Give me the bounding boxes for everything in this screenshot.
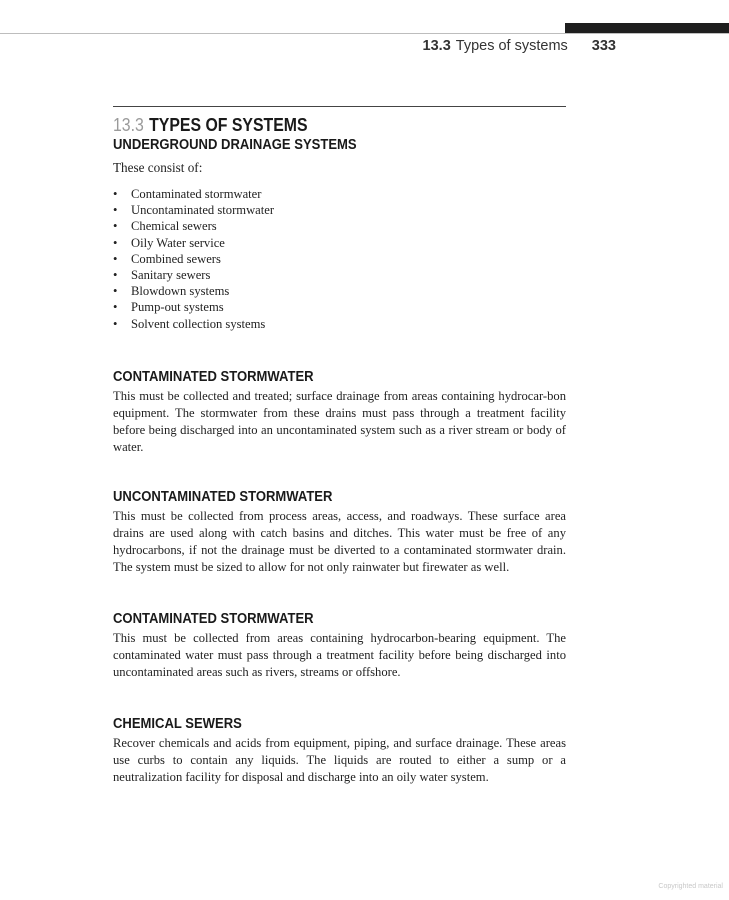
bullet: •: [113, 235, 118, 250]
list-item: [113, 267, 566, 283]
subsection: [113, 715, 566, 786]
bullet: •: [113, 268, 118, 283]
list-item-text: Blowdown systems: [131, 284, 230, 299]
list-item-text: Oily Water service: [131, 235, 225, 250]
underground-heading: UNDERGROUND DRAINAGE SYSTEMS: [113, 137, 357, 153]
subsection-body: This must be collected and treated; surface drainage from areas containing hydrocar-bon equipment. The stormwater from these drains must pass through a treatment facility before being discharged into an uncontaminated system such as a river stream or body of water.: [113, 388, 566, 454]
subsection: [113, 610, 566, 681]
list-item: [113, 299, 566, 315]
list-item: [113, 218, 566, 234]
list-item-text: Combined sewers: [131, 251, 221, 266]
bullet: •: [113, 203, 118, 218]
list-item-text: Solvent collection systems: [131, 316, 266, 331]
list-item: [113, 316, 566, 332]
list-item: [113, 251, 566, 267]
list-item-text: Uncontaminated stormwater: [131, 203, 275, 218]
running-head-section-title: Types of systems: [455, 38, 568, 54]
section-number: 13.3: [113, 115, 144, 135]
bullet: •: [113, 219, 118, 234]
running-head-section-number: 13.3: [422, 38, 451, 54]
list-item-text: Sanitary sewers: [131, 268, 211, 283]
subsection-body: Recover chemicals and acids from equipment, piping, and surface drainage. These areas use curbs to contain any liquids. The liquids are routed to either a sump or a neutralization facility for disposal and discharge into an oily water system.: [113, 735, 566, 784]
subsection-body: This must be collected from areas containing hydrocarbon-bearing equipment. The contaminated water must pass through a treatment facility before being discharged into uncontaminated areas such as rivers, streams or offshore.: [113, 630, 566, 679]
subsection-heading: CHEMICAL SEWERS: [113, 715, 242, 732]
running-head: [380, 38, 616, 60]
bullet: •: [113, 300, 118, 315]
subsection-heading: CONTAMINATED STORMWATER: [113, 368, 314, 385]
list-item: [113, 202, 566, 218]
bullet: •: [113, 251, 118, 266]
underground-intro: These consist of:: [113, 160, 203, 175]
subsection: [113, 368, 566, 456]
page-body: [113, 106, 566, 786]
list-item: [113, 235, 566, 251]
systems-list: [113, 186, 566, 332]
bullet: •: [113, 187, 118, 201]
copyright-watermark: Copyrighted material: [658, 883, 723, 890]
section-title-text: TYPES OF SYSTEMS: [149, 115, 308, 135]
list-item: [113, 283, 566, 299]
page-number: 333: [591, 38, 616, 54]
header-rule: [0, 33, 729, 34]
list-item-text: Chemical sewers: [131, 219, 217, 234]
list-item-text: Contaminated stormwater: [131, 187, 262, 201]
bullet: •: [113, 316, 118, 331]
subsection: [113, 488, 566, 576]
subsection-heading: CONTAMINATED STORMWATER: [113, 610, 314, 627]
section-title: [113, 114, 512, 136]
subsection-body: This must be collected from process areas, access, and roadways. These surface area drains are used along with catch basins and ditches. This water must be free of any hydrocarbons, if not the drainage must be diverted to a contaminated stormwater drain. The system must be sized to allow for not only rainwater but firewater as well.: [113, 508, 566, 574]
bullet: •: [113, 284, 118, 299]
section-rule: [113, 106, 566, 107]
subsection-heading: UNCONTAMINATED STORMWATER: [113, 488, 333, 505]
list-item: [113, 186, 566, 202]
list-item-text: Pump-out systems: [131, 300, 224, 315]
